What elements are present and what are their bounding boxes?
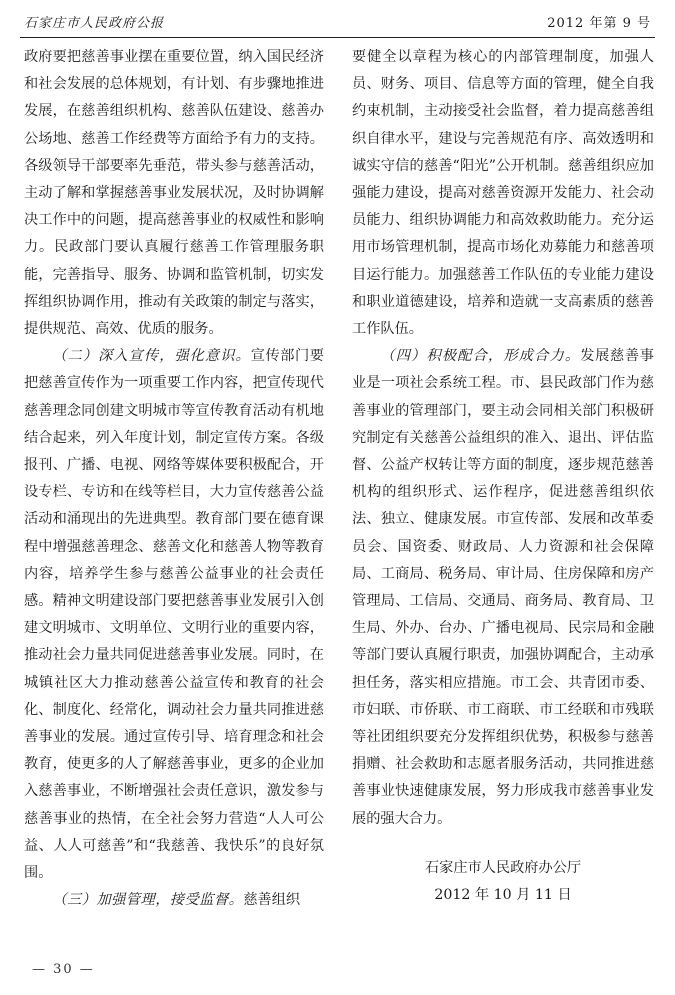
right-column [352,44,654,909]
paragraph-management-body: 慈善组织 [243,892,301,909]
paragraph-cooperation [352,343,654,833]
left-column [24,44,324,915]
paragraph-leadership: 政府要把慈善事业摆在重要位置，纳入国民经济和社会发展的总体规划，有计划、有步骤地推进发展，在慈善组织机构、慈善队伍建设、慈善办公场地、慈善工作经费等方面给予有力的支持。各级领导干部要率先垂范，带头参与慈善活动，主动了解和掌握慈善事业发展状况，及时协调解决工作中的问题，提高慈善事业的权威性和影响力。民政部门要认真履行慈善工作管理服务职能，完善指导、服务、协调和监管机制，切实发挥组织协调作用，推动有关政策的制定与落实，提供规范、高效、优质的服务。 [24,49,324,338]
issuing-office: 石家庄市人民政府办公厅 [424,859,582,876]
paragraph-management-continued: 要健全以章程为核心的内部管理制度，加强人员、财务、项目、信息等方面的管理，健全自我约束机制，主动接受社会监督，着力提高慈善组织自律水平，建设与完善规范有序、高效透明和诚实守信的慈善“阳光”公开机制。慈善组织应加强能力建设，提高对慈善资源开发能力、社会动员能力、组织协调能力和高效救助能力。充分运用市场管理机制，提高市场化劝募能力和慈善项目运行能力。加强慈善工作队伍的专业能力建设和职业道德建设，培养和造就一支高素质的慈善工作队伍。 [352,49,654,338]
paragraph-publicity [24,343,324,887]
publication-title: 石家庄市人民政府公报 [24,16,165,31]
paragraph-cooperation-body: 发展慈善事业是一项社会系统工程。市、县民政部门作为慈善事业的管理部门，要主动会同相关部门积极研究制定有关慈善公益组织的准入、退出、评估监督、公益产权转让等方面的制度，逐步规范慈善机构的组织形式、运作程序，促进慈善组织依法、独立、健康发展。市宣传部、发展和改革委员会、国资委、财政局、人力资源和社会保障局、工商局、税务局、审计局、住房保障和房产管理局、工信局、交通局、商务局、教育局、卫生局、外办、台办、广播电视局、民宗局和金融等部门要认真履行职责，加强协调配合，主动承担任务，落实相应措施。市工会、共青团市委、市妇联、市侨联、市工商联、市工经联和市残联等社团组织要充分发挥组织优势，积极参与慈善捐赠、社会救助和志愿者服务活动，共同推进慈善事业快速健康发展，努力形成我市慈善事业发展的强大合力。 [352,348,654,827]
issue-date: 2012 年 10 月 11 日 [434,887,572,904]
section-heading-management: （三）加强管理，接受监督。 [52,892,244,909]
section-heading-publicity: （二）深入宣传，强化意识。 [52,348,251,365]
page-header [20,6,655,32]
section-heading-cooperation: （四）积极配合，形成合力。 [380,348,581,365]
header-divider [20,37,655,38]
issue-number: 2012 年第 9 号 [547,16,651,31]
page-number: — 30 — [32,962,95,977]
paragraph-publicity-body: 宣传部门要把慈善宣传作为一项重要工作内容，把宣传现代慈善理念同创建文明城市等宣传教育活动有机地结合起来，列入年度计划，制定宣传方案。各级报刊、广播、电视、网络等媒体要积极配合，开设专栏、专访和在线等栏目，大力宣传慈善公益活动和涌现出的先进典型。教育部门要在德育课程中增强慈善理念、慈善文化和慈善人物等教育内容，培养学生参与慈善公益事业的社会责任感。精神文明建设部门要把慈善事业发展引入创建文明城市、文明单位、文明行业的重要内容，推动社会力量共同促进慈善事业发展。同时，在城镇社区大力推动慈善公益宣传和教育的社会化、制度化、经常化，调动社会力量共同推进慈善事业的发展。通过宣传引导、培育理念和社会教育，使更多的人了解慈善事业，更多的企业加入慈善事业，不断增强社会责任意识，激发参与慈善事业的热情，在全社会努力营造“人人可公益、人人可慈善”和“我慈善、我快乐”的良好氛围。 [24,348,324,882]
paragraph-management [24,887,324,914]
